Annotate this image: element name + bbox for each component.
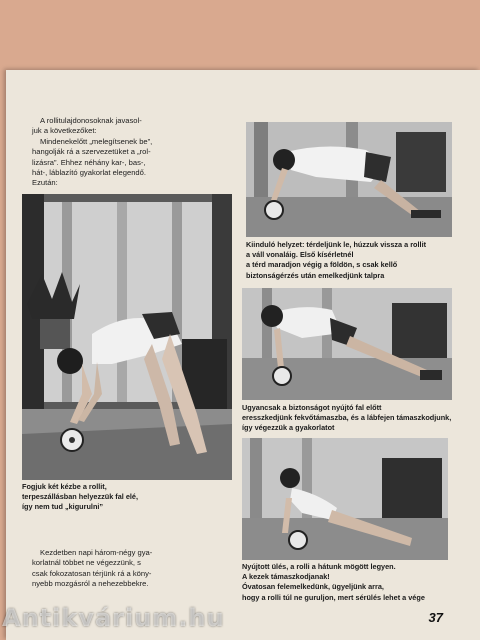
intro-line: Mindenekelőtt „melegítsenek be”,	[40, 136, 153, 146]
caption-line: Óvatosan felemelkedünk, ügyeljünk arra,	[242, 582, 384, 592]
intro-line: lizásra”. Ehhez néhány kar-, bas-,	[32, 157, 146, 167]
intro-line: Ezután:	[32, 178, 58, 188]
exercise-photo-pushup	[242, 288, 452, 400]
caption-line: Nyújtott ülés, a rolli a hátunk mögött legyen.	[242, 562, 396, 571]
intro-line: hangolják rá a szervezetüket a „rol-	[32, 147, 151, 157]
caption-line: Kiinduló helyzet: térdeljünk le, húzzuk vissza a rollit	[246, 240, 427, 249]
caption-photo-1	[22, 482, 232, 513]
exercise-photo-kneeling	[246, 122, 452, 237]
intro-line: hát-, láblazító gyakorlat elegendő.	[32, 168, 146, 178]
closing-text	[32, 548, 200, 590]
caption-line: Fogjuk két kézbe a rollit,	[22, 482, 107, 491]
exercise-photo-standing	[22, 194, 232, 480]
caption-line: A kezek támaszkodjanak!	[242, 572, 330, 582]
watermark: Antikvárium.hu	[2, 604, 225, 632]
caption-line: biztonságérzés után emelkedjünk talpra	[246, 270, 385, 280]
closing-line: nyebb mozgásról a nehezebbekre.	[32, 579, 149, 589]
closing-line: Kezdetben napi három-négy gya-	[40, 548, 153, 557]
magazine-page	[6, 70, 480, 640]
caption-line: hogy a rolli túl ne guruljon, mert sérülés lehet a vége	[242, 592, 425, 602]
caption-line: eresszkedjünk fekvőtámaszba, és a lábfejen támaszkodjunk,	[242, 413, 452, 423]
intro-text	[32, 116, 192, 189]
closing-line: csak fokozatosan térjünk rá a köny-	[32, 568, 152, 578]
page-number: 37	[428, 610, 443, 625]
exercise-photo-sitting	[242, 438, 448, 560]
caption-line: így végezzük a gyakorlatot	[242, 423, 335, 433]
closing-line: korlatnál többet ne végezzünk, s	[32, 558, 141, 568]
caption-line: a váll vonaláig. Első kísérletnél	[246, 250, 354, 260]
caption-photo-3	[242, 403, 458, 434]
caption-line: a térd maradjon végig a földön, s csak kellő	[246, 260, 398, 270]
caption-line: Ugyancsak a biztonságot nyújtó fal előtt	[242, 403, 382, 412]
caption-photo-4	[242, 562, 458, 603]
intro-line: A rollitulajdonosoknak javasol-	[40, 116, 142, 125]
intro-line: juk a következőket:	[32, 126, 97, 136]
caption-line: így nem tud „kigurulni”	[22, 502, 104, 512]
caption-photo-2	[246, 240, 456, 281]
caption-line: terpeszállásban helyezzük fal elé,	[22, 492, 138, 502]
